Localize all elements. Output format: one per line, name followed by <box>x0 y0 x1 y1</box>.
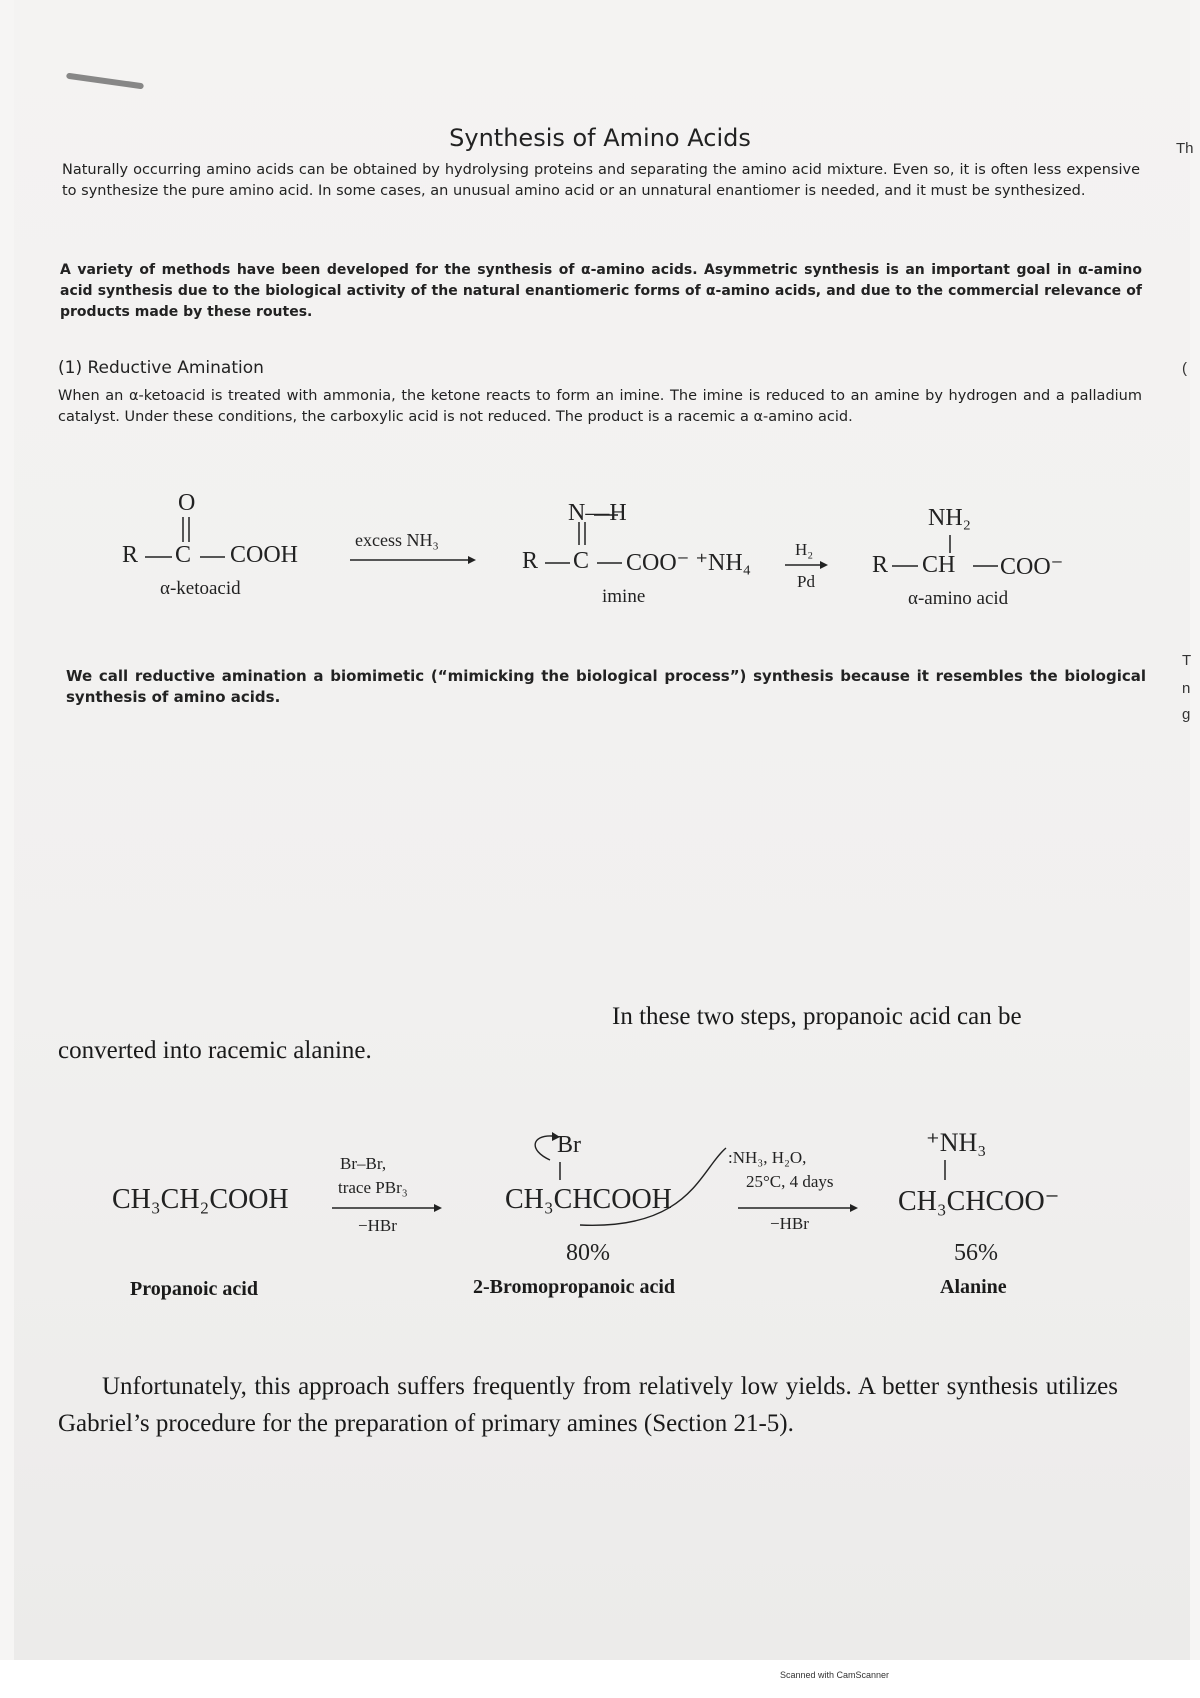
page-title: Synthesis of Amino Acids <box>449 124 751 152</box>
reagent-minus-hbr-1: −HBr <box>358 1216 397 1235</box>
alanine: CH₃CHCOO⁻ <box>898 1186 1060 1217</box>
ketoacid-carbon: C <box>175 542 192 568</box>
imine-nh: N—H <box>568 500 627 526</box>
bromopropanoic-acid: CH₃CHCOOH <box>505 1184 672 1215</box>
reagent-pd: Pd <box>797 572 815 591</box>
intro-paragraph: Naturally occurring amino acids can be obtained by hydrolysing proteins and separating the amino acid mixture. Even so, it is often less expensive to synthesize the pure amino acid. In some cases, an unusual amino acid or an unnatural enantiomer is needed, and it must be synthesized. <box>62 162 1140 199</box>
edge-fragment-t: T <box>1182 652 1192 669</box>
edge-fragment-n: n <box>1182 680 1191 697</box>
imine-r: R <box>522 548 539 574</box>
conclusion-paragraph: Unfortunately, this approach suffers frequently from relatively low yields. A better synthesis utilizes Gabriel’s procedure for the preparation of primary amines (Section 21-5). <box>58 1373 1118 1437</box>
edge-fragment-top: Th <box>1176 140 1194 157</box>
book-intro-line1: In these two steps, propanoic acid can be <box>612 1003 1022 1030</box>
product-r: R <box>872 552 889 578</box>
bromopropanoic-label: 2-Bromopropanoic acid <box>473 1276 676 1298</box>
alanine-label: Alanine <box>940 1276 1007 1298</box>
reagent-br2: Br–Br, <box>340 1154 387 1173</box>
reagent-excess-nh3: excess NH₃ <box>355 530 439 550</box>
imine-group: COO⁻ ⁺NH₄ <box>626 550 752 576</box>
reagent-pbr3: trace PBr₃ <box>338 1178 408 1197</box>
product-ch: CH <box>922 552 956 578</box>
edge-fragment-paren: ( <box>1182 360 1187 377</box>
alanine-nh3: ⁺NH₃ <box>926 1128 987 1157</box>
reagent-h2: H₂ <box>795 540 814 559</box>
ketoacid-r: R <box>122 542 139 568</box>
alanine-yield: 56% <box>954 1240 998 1266</box>
reagent-conditions: 25°C, 4 days <box>746 1172 834 1191</box>
section1-heading: (1) Reductive Amination <box>58 358 264 378</box>
imine-carbon: C <box>573 548 590 574</box>
product-label: α-amino acid <box>908 588 1009 609</box>
ketoacid-cooh: COOH <box>230 542 299 568</box>
scanner-watermark: Scanned with CamScanner <box>780 1670 890 1680</box>
bromopropanoic-yield: 80% <box>566 1240 610 1266</box>
methods-paragraph: A variety of methods have been developed for the synthesis of α-amino acids. Asymmetric synthesis is an important goal in α-amino acid synthesis due to the biological activity of the natural enantiomeric forms of α-amino acids, and due to the commercial relevance of products made by these routes. <box>60 262 1142 320</box>
propanoic-acid: CH₃CH₂COOH <box>112 1184 289 1215</box>
imine-label: imine <box>602 586 646 607</box>
biomimetic-paragraph: We call reductive amination a biomimetic (“mimicking the biological process”) synthesis because it resembles the biological synthesis of amino acids. <box>66 667 1146 706</box>
ketoacid-oxygen: O <box>178 490 196 516</box>
product-coo: COO⁻ <box>1000 554 1064 580</box>
propanoic-acid-label: Propanoic acid <box>130 1278 258 1300</box>
product-nh2: NH₂ <box>928 505 972 531</box>
edge-fragment-g: g <box>1182 706 1191 723</box>
reagent-nh3-h2o: :NH₃, H₂O, <box>728 1148 807 1167</box>
ketoacid-label: α-ketoacid <box>160 578 241 599</box>
reagent-minus-hbr-2: −HBr <box>770 1214 809 1233</box>
bromo-br: Br <box>557 1132 581 1158</box>
book-intro-line2: converted into racemic alanine. <box>58 1037 372 1064</box>
section1-text: When an α-ketoacid is treated with ammonia, the ketone reacts to form an imine. The imine is reduced to an amine by hydrogen and a palladium catalyst. Under these conditions, the carboxylic acid is not reduced. The product is a racemic a α-amino acid. <box>58 388 1142 425</box>
